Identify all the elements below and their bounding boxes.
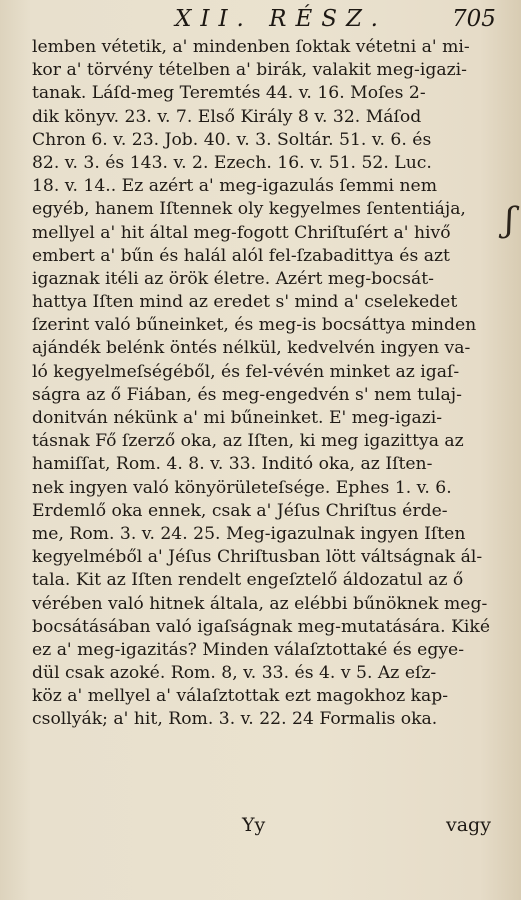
text-line: ajándék belénk öntés nélkül, kedvelvén ingyen va- [32, 338, 471, 359]
text-line: ſzerint való bűneinket, és meg-is bocsáttya minden [32, 315, 477, 336]
text-line: dül csak azoké. Rom. 8, v. 33. és 4. v 5. Az eſz- [32, 663, 437, 684]
text-line: ló kegyelmeſségéből, és fel-vévén minket az igaſ- [32, 361, 460, 382]
text-line: bocsátásában való igaſságnak meg-mutatására. Kiké [32, 616, 491, 637]
text-line: Erdemlő oka ennek, csak a' Jéſus Chriſtus érde- [32, 500, 448, 521]
page-number: 705 [452, 6, 496, 32]
text-line: lemben vétetik, a' mindenben ſoktak vétetni a' mi- [32, 37, 470, 57]
text-line: hattya Iſten mind az eredet s' mind a' cselekedet [32, 292, 458, 313]
text-line: Chron 6. v. 23. Job. 40. v. 3. Soltár. 51. v. 6. és [32, 129, 432, 150]
text-line: csollyák; a' hit, Rom. 3. v. 22. 24 Formalis oka. [32, 709, 438, 730]
text-line: nek ingyen való könyörületeſsége. Ephes 1. v. 6. [32, 477, 452, 498]
catchword: vagy [446, 814, 491, 836]
text-line: embert a' bűn és halál alól fel-ſzabadittya és azt [32, 245, 450, 266]
text-line: egyéb, hanem Iſtennek oly kegyelmes ſententiája, [32, 199, 466, 220]
text-line: tásnak Fő ſzerző oka, az Iſten, ki meg igazittya az [32, 431, 464, 452]
body-text [32, 36, 514, 732]
text-line: 82. v. 3. és 143. v. 2. Ezech. 16. v. 51. 52. Luc. [32, 152, 432, 173]
text-line: kor a' törvény tételben a' birák, valakit meg-igazi- [32, 60, 467, 81]
text-line: köz a' mellyel a' válaſztottak ezt magokhoz kap- [32, 686, 449, 707]
page-footer [0, 814, 521, 842]
text-line: igaznak itéli az örök életre. Azért meg-bocsát- [32, 268, 434, 289]
page-header [0, 6, 521, 36]
text-line: ságra az ő Fiában, és meg-engedvén s' nem tulaj- [32, 384, 462, 405]
text-line: 18. v. 14.. Ez azért a' meg-igazulás ſemmi nem [32, 176, 438, 197]
text-line: ez a' meg-igazitás? Minden válaſztottaké és egye- [32, 639, 465, 660]
text-line: hamiſſat, Rom. 4. 8. v. 33. Inditó oka, az Iſten- [32, 454, 433, 475]
text-line: tala. Kit az Iſten rendelt engeſztelő áldozatul az ő [32, 570, 464, 591]
text-line: dik könyv. 23. v. 7. Első Király 8 v. 32. Máſod [32, 106, 422, 127]
running-head: XII. RÉSZ. [175, 6, 387, 32]
text-line: kegyelméből a' Jéſus Chriſtusban lött váltságnak ál- [32, 547, 483, 568]
text-line: vérében való hitnek általa, az elébbi bűnöknek meg- [32, 593, 488, 614]
margin-bracket-mark: ʃ [505, 200, 515, 240]
text-line: mellyel a' hit által meg-fogott Chriſtuſért a' hivő [32, 222, 451, 243]
text-line: tanak. Láſd-meg Teremtés 44. v. 16. Moſes 2- [32, 83, 426, 104]
text-line: me, Rom. 3. v. 24. 25. Meg-igazulnak ingyen Iſten [32, 523, 466, 544]
signature-mark: Yy [242, 814, 266, 836]
text-line: donitván nékünk a' mi bűneinket. E' meg-igazi- [32, 408, 443, 428]
